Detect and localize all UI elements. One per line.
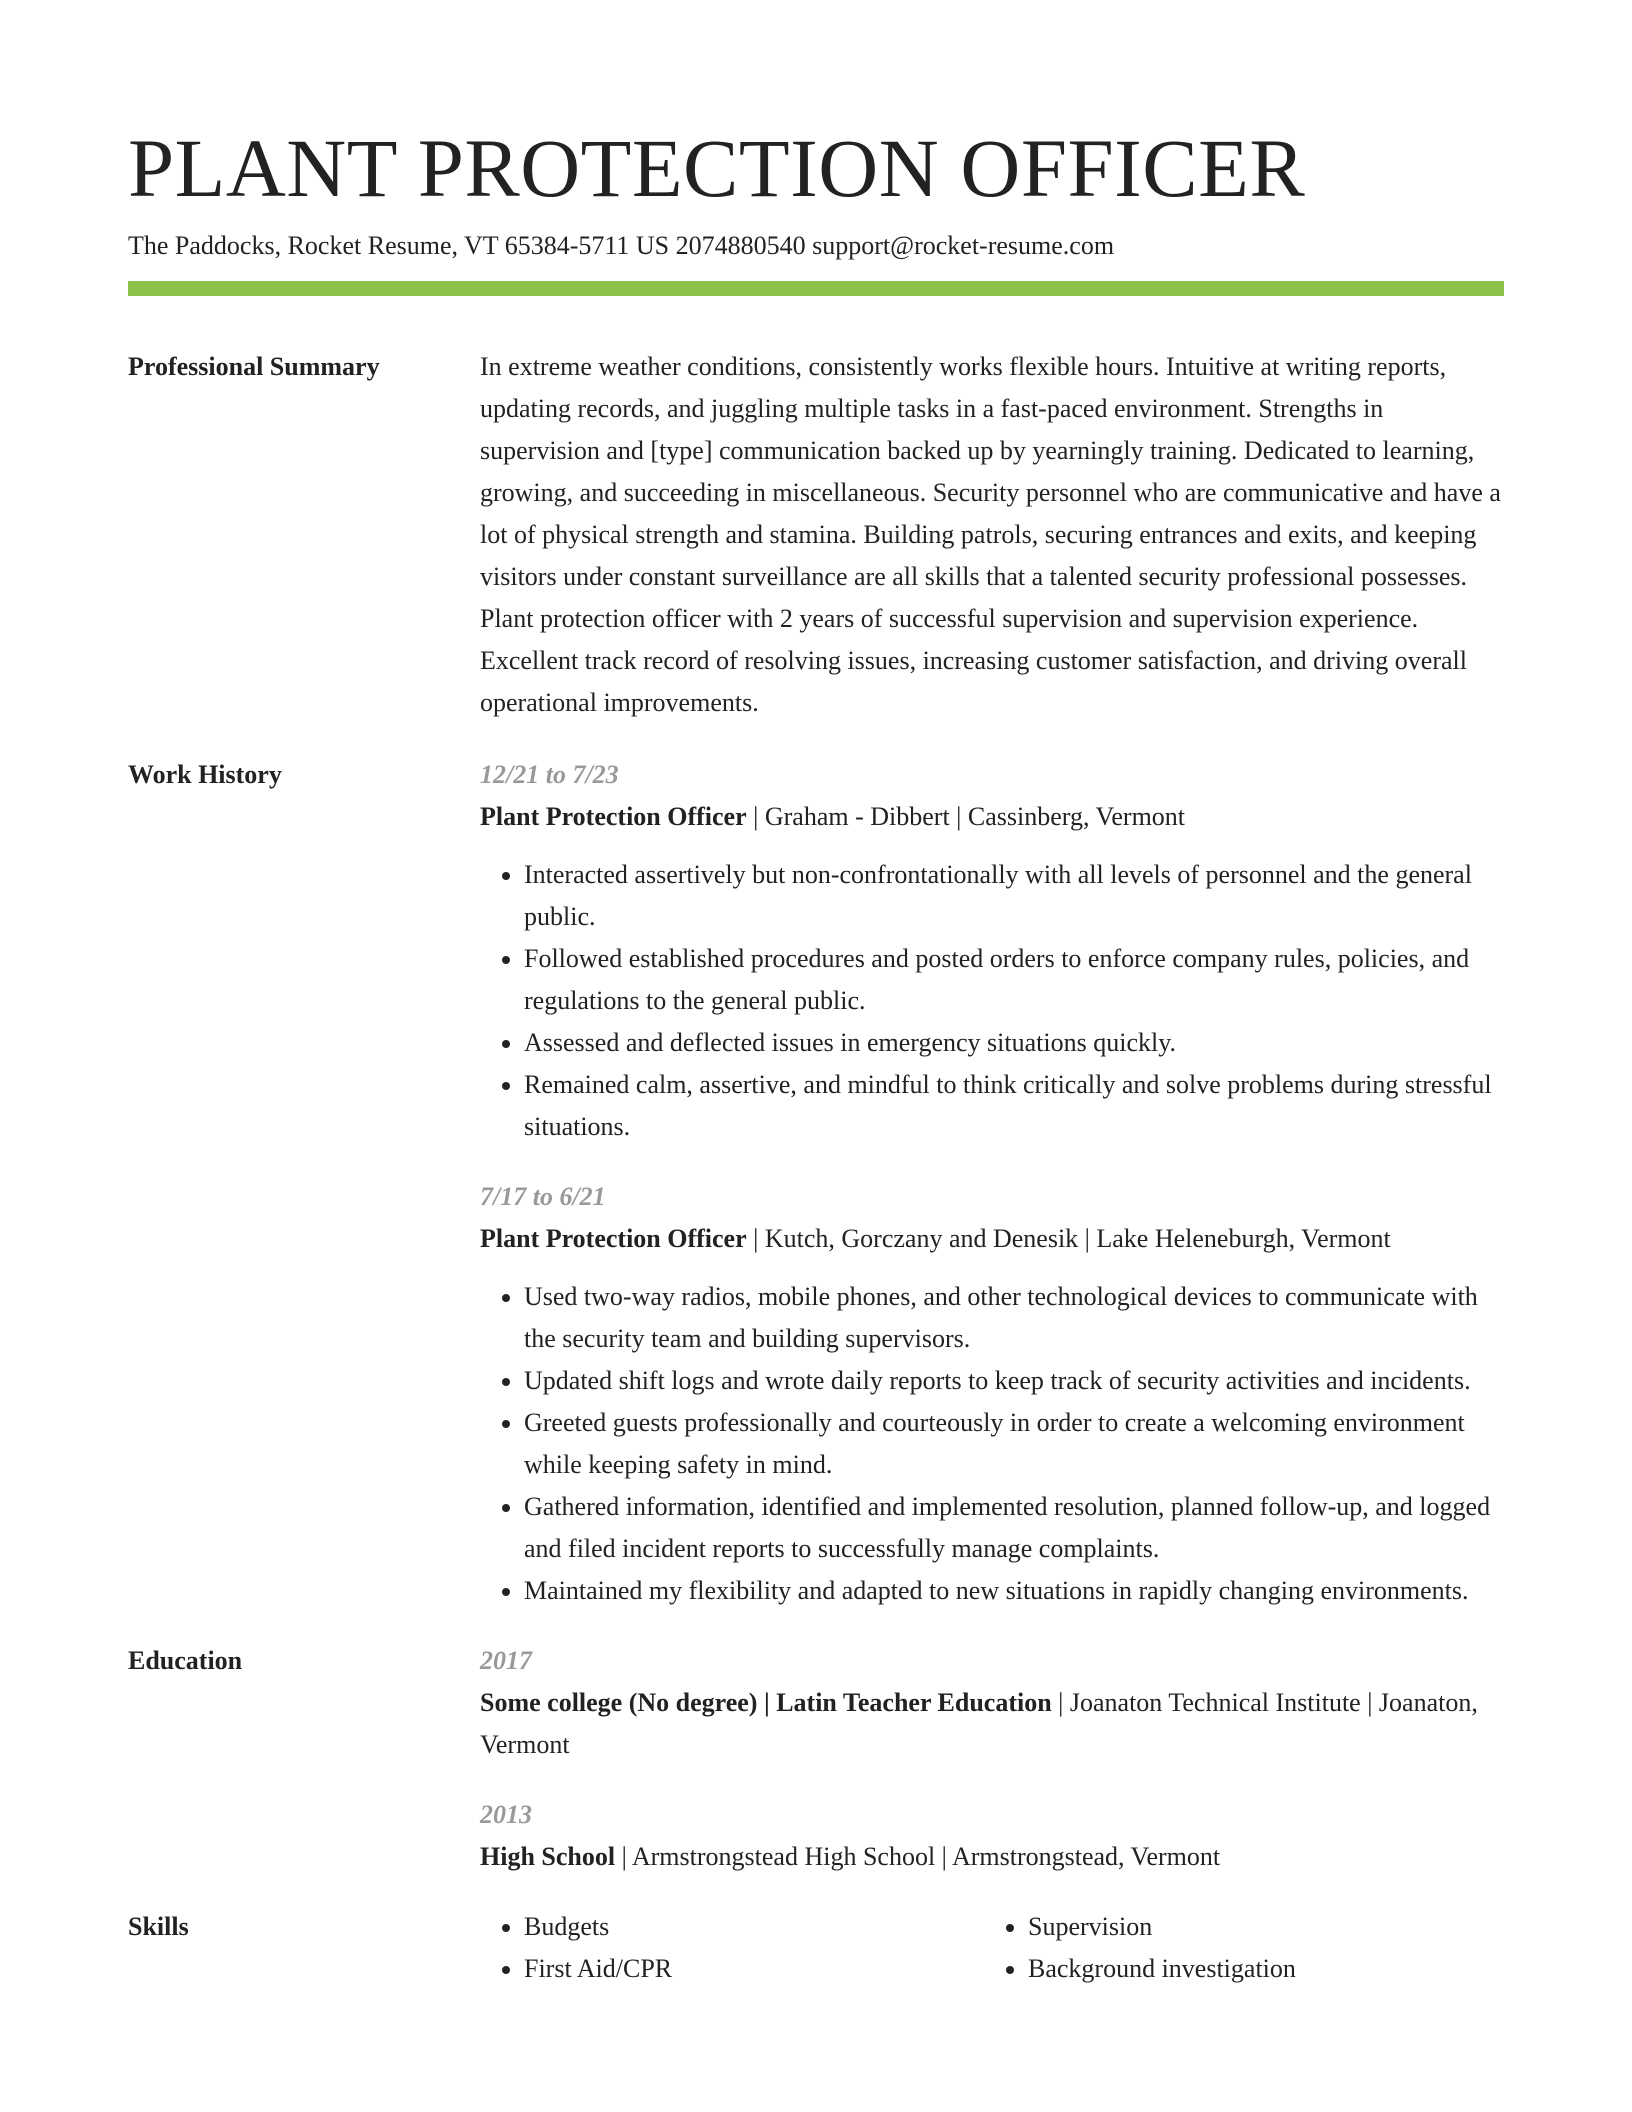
job-entry [480, 1176, 1504, 1612]
education-line [480, 1836, 1504, 1878]
education-degree: High School [480, 1842, 616, 1871]
education-line [480, 1682, 1504, 1766]
work-history-content [480, 754, 1504, 1612]
skills-section [128, 1906, 1504, 1990]
education-year: 2013 [480, 1800, 532, 1829]
job-bullet: • Gathered information, identified and implemented resolution, planned follow-up, and logged and filed incident reports to successfully manage complaints. [524, 1486, 1504, 1570]
job-bullet: • Updated shift logs and wrote daily reports to keep track of security activities and incidents. [524, 1360, 1504, 1402]
job-bullet: • Followed established procedures and posted orders to enforce company rules, policies, and regulations to the general public. [524, 938, 1504, 1022]
job-bullets [480, 1276, 1504, 1612]
skill-item: • Supervision [1028, 1906, 1488, 1948]
job-bullet: • Maintained my flexibility and adapted to new situations in rapidly changing environments. [524, 1570, 1504, 1612]
education-label: Education [128, 1646, 243, 1675]
job-bullet: • Interacted assertively but non-confrontationally with all levels of personnel and the general public. [524, 854, 1504, 938]
skills-label: Skills [128, 1912, 189, 1941]
education-entry [480, 1794, 1504, 1878]
job-bullet: • Used two-way radios, mobile phones, and other technological devices to communicate with the security team and building supervisors. [524, 1276, 1504, 1360]
skill-item: • Background investigation [1028, 1948, 1488, 1990]
summary-section [128, 346, 1504, 724]
job-entry [480, 754, 1504, 1148]
job-role-line [480, 796, 1504, 838]
skills-list-left [480, 1906, 984, 1990]
education-details: | Joanaton Technical Institute | Joanaton, Vermont [480, 1688, 1478, 1759]
job-bullet: • Remained calm, assertive, and mindful to think critically and solve problems during stressful situations. [524, 1064, 1504, 1148]
resume-page [128, 0, 1504, 1990]
education-content [480, 1640, 1504, 1878]
contact-line: The Paddocks, Rocket Resume, VT 65384-5711 US 2074880540 support@rocket-resume.com [128, 231, 1115, 260]
job-bullet: • Greeted guests professionally and courteously in order to create a welcoming environment while keeping safety in mind. [524, 1402, 1504, 1486]
education-year: 2017 [480, 1646, 532, 1675]
job-bullet: • Assessed and deflected issues in emergency situations quickly. [524, 1022, 1504, 1064]
job-details: | Graham - Dibbert | Cassinberg, Vermont [746, 802, 1186, 831]
education-section [128, 1640, 1504, 1878]
work-history-label: Work History [128, 760, 282, 789]
education-details: | Armstrongstead High School | Armstrongstead, Vermont [615, 1842, 1221, 1871]
education-entry [480, 1640, 1504, 1766]
skills-grid [480, 1906, 1504, 1990]
resume-title: PLANT PROTECTION OFFICER [128, 122, 1306, 214]
job-dates: 12/21 to 7/23 [480, 760, 619, 789]
job-dates: 7/17 to 6/21 [480, 1182, 606, 1211]
job-title: Plant Protection Officer [480, 802, 747, 831]
summary-label: Professional Summary [128, 352, 380, 381]
job-details: | Kutch, Gorczany and Denesik | Lake Heleneburgh, Vermont [746, 1224, 1391, 1253]
skill-item: • First Aid/CPR [524, 1948, 984, 1990]
header-divider [128, 281, 1504, 296]
job-role-line [480, 1218, 1504, 1260]
job-bullets [480, 854, 1504, 1148]
job-title: Plant Protection Officer [480, 1224, 747, 1253]
education-degree: Some college (No degree) | Latin Teacher Education [480, 1688, 1052, 1717]
work-history-section [128, 754, 1504, 1612]
skill-item: • Budgets [524, 1906, 984, 1948]
summary-text: In extreme weather conditions, consistently works flexible hours. Intuitive at writing reports, updating records, and juggling multiple tasks in a fast-paced environment. Strengths in supervision and [type] communication backed up by yearningly training. Dedicated to learning, growing, and succeeding in miscellaneous. Security personnel who are communicative and have a lot of physical strength and stamina. Building patrols, securing entrances and exits, and keeping visitors under constant surveillance are all skills that a talented security professional possesses. Plant protection officer with 2 years of successful supervision and supervision experience. Excellent track record of resolving issues, increasing customer satisfaction, and driving overall operational improvements. [480, 352, 1501, 717]
skills-list-right [984, 1906, 1488, 1990]
